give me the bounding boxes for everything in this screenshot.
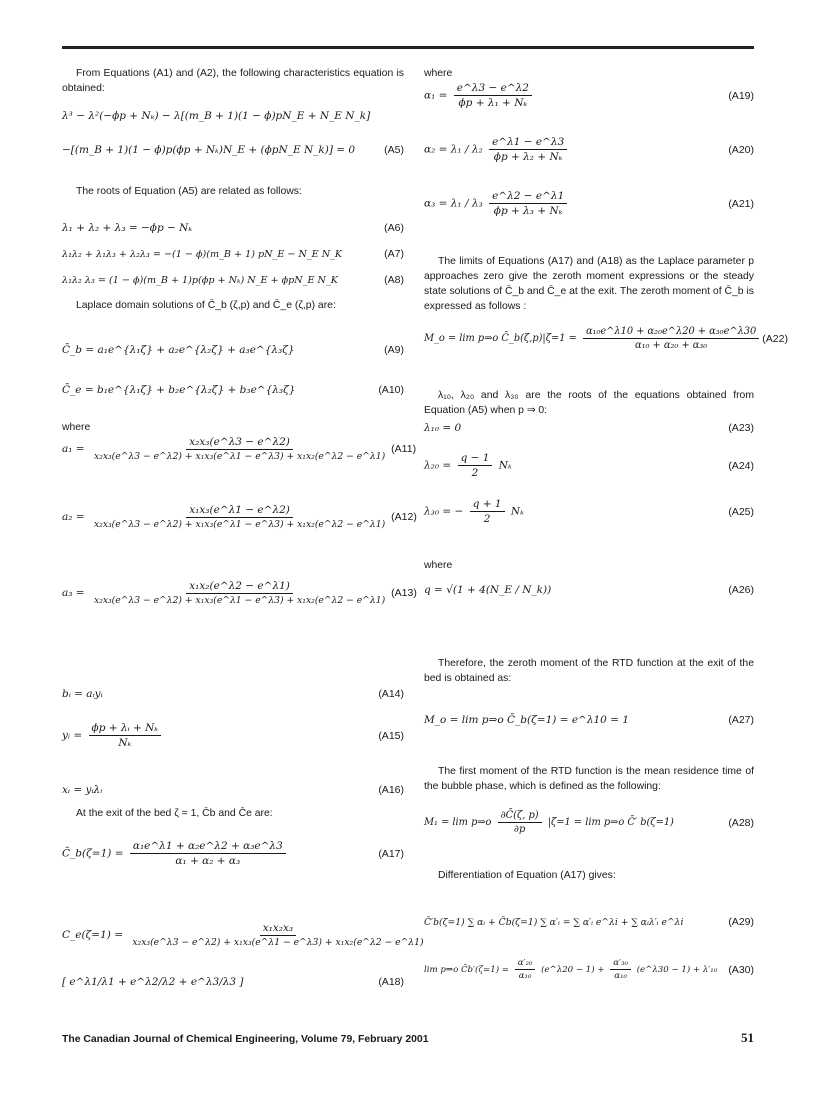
where-label: where bbox=[424, 560, 453, 571]
fraction-numerator: ϕp + λᵢ + Nₖ bbox=[89, 722, 162, 736]
equation-a27 bbox=[424, 714, 754, 726]
fraction-numerator: x₁x₂x₃ bbox=[260, 922, 296, 936]
equation-a28-lhs: M₁ = lim p⇒o bbox=[424, 817, 492, 828]
fraction bbox=[489, 190, 567, 217]
equation-a17 bbox=[62, 840, 404, 867]
fraction-numerator: x₁x₃(e^λ1 − e^λ2) bbox=[186, 504, 293, 518]
fraction-numerator: x₁x₂(e^λ2 − e^λ1) bbox=[186, 580, 293, 594]
equation-number: (A28) bbox=[728, 816, 754, 829]
fraction bbox=[610, 958, 631, 981]
equation-number: (A12) bbox=[391, 511, 417, 523]
equation-a9-text: C̄_b = a₁e^{λ₁ζ} + a₂e^{λ₂ζ} + a₃e^{λ₃ζ} bbox=[62, 344, 295, 356]
equation-a20-expr bbox=[424, 136, 570, 163]
fraction bbox=[583, 326, 759, 351]
fraction-denominator: Nₖ bbox=[118, 737, 132, 749]
fraction-numerator: e^λ1 − e^λ3 bbox=[489, 136, 567, 150]
equation-number: (A13) bbox=[391, 587, 417, 599]
fraction-denominator: ϕp + λ₁ + Nₖ bbox=[458, 97, 528, 109]
fraction bbox=[454, 82, 532, 109]
equation-number: (A11) bbox=[391, 443, 417, 455]
equation-number: (A9) bbox=[384, 344, 404, 356]
fraction-numerator: α′₂₀ bbox=[515, 958, 536, 970]
header-rule bbox=[62, 46, 754, 49]
exit-paragraph: At the exit of the bed ζ = 1, C̄b and C̄e are: bbox=[76, 808, 273, 819]
page-number: 51 bbox=[741, 1030, 754, 1045]
fraction-denominator: ∂p bbox=[513, 824, 526, 835]
equation-a15 bbox=[62, 722, 404, 749]
equation-a5 bbox=[62, 144, 404, 156]
equation-a19 bbox=[424, 82, 754, 109]
equation-a28 bbox=[424, 810, 754, 835]
equation-a5-line1 bbox=[62, 110, 404, 122]
fraction-numerator: e^λ2 − e^λ1 bbox=[489, 190, 567, 204]
equation-a11 bbox=[62, 436, 417, 462]
equation-a11-expr bbox=[62, 436, 391, 462]
equation-a30-tail: (e^λ30 − 1) + λ′₁₀ bbox=[636, 965, 718, 975]
differentiation-paragraph: Differentiation of Equation (A17) gives: bbox=[438, 870, 616, 881]
equation-number: (A14) bbox=[378, 688, 404, 700]
equation-a15-lhs: yᵢ = bbox=[62, 729, 83, 742]
fraction bbox=[498, 810, 542, 835]
equation-number: (A20) bbox=[728, 143, 754, 156]
fraction-denominator: α₁₀ + α₂₀ + α₃₀ bbox=[634, 340, 708, 351]
therefore-paragraph: Therefore, the zeroth moment of the RTD function at the exit of the bed is obtained as: bbox=[424, 658, 754, 684]
equation-a24-factor: Nₖ bbox=[498, 459, 512, 472]
equation-a8-text: λ₁λ₂ λ₃ = (1 − ϕ)(m_B + 1)p(ϕp + Nₖ) N_E + ϕpN_E N_K bbox=[62, 274, 338, 286]
equation-a12 bbox=[62, 504, 417, 530]
equation-a6 bbox=[62, 222, 404, 234]
fraction-numerator: α₁₀e^λ10 + α₂₀e^λ20 + α₃₀e^λ30 bbox=[583, 326, 759, 339]
equation-a9 bbox=[62, 344, 404, 356]
limits-paragraph: The limits of Equations (A17) and (A18) as the Laplace parameter p approaches zero give the zeroth moment expressions or the steady state solutions of C̄_b and C̄_e at the exit. The zeroth moment of C̄_b is expressed as follows : bbox=[424, 256, 754, 312]
equation-a13 bbox=[62, 580, 417, 606]
equation-a15-expr bbox=[62, 722, 164, 749]
fraction-denominator: α₁ + α₂ + α₃ bbox=[175, 855, 241, 867]
equation-a5-line2-text: −[(m_B + 1)(1 − ϕ)p(ϕp + Nₖ)N_E + (ϕpN_E N_k)] = 0 bbox=[62, 144, 356, 156]
fraction-denominator: α₁₀ bbox=[518, 971, 532, 981]
equation-a7 bbox=[62, 248, 404, 260]
fraction-denominator: x₂x₃(e^λ3 − e^λ2) + x₁x₃(e^λ1 − e^λ3) + x₁x₂(e^λ2 − e^λ1) bbox=[93, 519, 386, 530]
equation-a16 bbox=[62, 784, 404, 796]
equation-a19-lhs: α₁ = bbox=[424, 89, 448, 102]
equation-a19-expr bbox=[424, 82, 535, 109]
equation-a21-lhs: α₃ = bbox=[424, 197, 448, 210]
equation-a17-expr bbox=[62, 840, 289, 867]
where-label: where bbox=[62, 422, 91, 433]
equation-a25-lhs: λ₃₀ = − bbox=[424, 505, 464, 518]
fraction-denominator: ϕp + λ₂ + Nₖ bbox=[493, 151, 563, 163]
equation-number: (A8) bbox=[384, 274, 404, 286]
equation-a18-line2-text: [ e^λ1/λ1 + e^λ2/λ2 + e^λ3/λ3 ] bbox=[62, 976, 244, 988]
fraction bbox=[91, 580, 388, 606]
equation-a21 bbox=[424, 190, 754, 217]
equation-a22 bbox=[424, 326, 788, 351]
equation-a22-lhs: M_o = lim p⇒o C̄_b(ζ,p)|ζ=1 = bbox=[424, 333, 577, 344]
equation-number: (A22) bbox=[762, 332, 788, 345]
equation-number: (A7) bbox=[384, 248, 404, 260]
equation-number: (A24) bbox=[728, 459, 754, 472]
equation-a30-expr bbox=[424, 958, 717, 981]
equation-number: (A25) bbox=[728, 505, 754, 518]
equation-number: (A17) bbox=[378, 847, 404, 860]
equation-a17-lhs: C̄_b(ζ=1) = bbox=[62, 847, 124, 860]
equation-number: (A26) bbox=[728, 584, 754, 596]
equation-a10-text: C̄_e = b₁e^{λ₁ζ} + b₂e^{λ₂ζ} + b₃e^{λ₃ζ} bbox=[62, 384, 296, 396]
fraction-numerator: x₂x₃(e^λ3 − e^λ2) bbox=[186, 436, 293, 450]
equation-a14 bbox=[62, 688, 404, 700]
equation-a25 bbox=[424, 498, 754, 525]
equation-a30-lhs: lim p⇒o C̄b′(ζ=1) = bbox=[424, 965, 509, 975]
fraction-numerator: q + 1 bbox=[470, 498, 505, 512]
fraction bbox=[91, 504, 388, 530]
equation-a5-line1-text: λ³ − λ²(−ϕp + Nₖ) − λ[(m_B + 1)(1 − ϕ)pN_E + N_E N_k] bbox=[62, 110, 371, 122]
fraction bbox=[89, 722, 162, 749]
equation-a25-factor: Nₖ bbox=[510, 505, 524, 518]
equation-number: (A27) bbox=[728, 714, 754, 726]
equation-a11-lhs: a₁ = bbox=[62, 443, 85, 455]
equation-a22-expr bbox=[424, 326, 762, 351]
equation-number: (A19) bbox=[728, 89, 754, 102]
roots-paragraph: λ₁₀, λ₂₀ and λ₃₀ are the roots of the equations obtained from Equation (A5) when p ⇒ 0: bbox=[424, 390, 754, 416]
equation-number: (A30) bbox=[728, 963, 754, 976]
equation-a13-expr bbox=[62, 580, 391, 606]
fraction bbox=[458, 452, 493, 479]
fraction bbox=[515, 958, 536, 981]
fraction-numerator: ∂C̄(ζ, p) bbox=[498, 810, 542, 823]
equation-number: (A16) bbox=[378, 784, 404, 796]
equation-a24 bbox=[424, 452, 754, 479]
fraction-denominator: 2 bbox=[483, 513, 491, 525]
equation-a12-lhs: a₂ = bbox=[62, 511, 85, 523]
equation-a14-text: bᵢ = aᵢyᵢ bbox=[62, 688, 103, 700]
equation-a24-expr bbox=[424, 452, 512, 479]
equation-a30 bbox=[424, 958, 754, 981]
equation-a7-text: λ₁λ₂ + λ₁λ₃ + λ₂λ₃ = −(1 − ϕ)(m_B + 1) pN_E − N_E N_K bbox=[62, 248, 343, 260]
equation-a6-text: λ₁ + λ₂ + λ₃ = −ϕp − Nₖ bbox=[62, 222, 193, 234]
intro-paragraph: From Equations (A1) and (A2), the following characteristics equation is obtained: bbox=[62, 68, 404, 94]
equation-number: (A15) bbox=[378, 729, 404, 742]
equation-a23 bbox=[424, 422, 754, 434]
fraction-denominator: 2 bbox=[471, 467, 479, 479]
equation-a25-expr bbox=[424, 498, 524, 525]
equation-a28-rhs: |ζ=1 = lim p⇒o C̄′ b(ζ=1) bbox=[547, 817, 674, 828]
equation-a18-expr bbox=[62, 922, 430, 948]
fraction bbox=[91, 436, 388, 462]
equation-a26-text: q = √(1 + 4(N_E / N_k)) bbox=[424, 584, 552, 596]
equation-number: (A21) bbox=[728, 197, 754, 210]
equation-a16-text: xᵢ = yᵢλᵢ bbox=[62, 784, 103, 796]
fraction bbox=[470, 498, 505, 525]
fraction-denominator: α₁₀ bbox=[614, 971, 627, 981]
equation-a8 bbox=[62, 274, 404, 286]
equation-number: (A18) bbox=[378, 976, 404, 988]
fraction-numerator: e^λ3 − e^λ2 bbox=[454, 82, 532, 96]
fraction-numerator: α′₃₀ bbox=[610, 958, 631, 970]
equation-number: (A10) bbox=[378, 384, 404, 396]
fraction bbox=[130, 840, 286, 867]
equation-a30-middle: (e^λ20 − 1) + bbox=[541, 965, 605, 975]
equation-number: (A6) bbox=[384, 222, 404, 234]
laplace-paragraph: Laplace domain solutions of C̄_b (ζ,p) and C̄_e (ζ,p) are: bbox=[76, 300, 336, 311]
equation-a21-ratio: λ₁ / λ₃ bbox=[450, 197, 483, 210]
equation-a27-text: M_o = lim p⇒o C̄_b(ζ=1) = e^λ10 = 1 bbox=[424, 714, 630, 726]
journal-footer: The Canadian Journal of Chemical Engineering, Volume 79, February 2001 bbox=[62, 1034, 429, 1045]
fraction-denominator: x₂x₃(e^λ3 − e^λ2) + x₁x₃(e^λ1 − e^λ3) + x₁x₂(e^λ2 − e^λ1) bbox=[93, 595, 386, 606]
fraction-denominator: x₂x₃(e^λ3 − e^λ2) + x₁x₃(e^λ1 − e^λ3) + x₁x₂(e^λ2 − e^λ1) bbox=[93, 451, 386, 462]
equation-a18 bbox=[62, 976, 404, 988]
equation-a18-lhs: C_e(ζ=1) = bbox=[62, 929, 123, 941]
equation-a10 bbox=[62, 384, 404, 396]
fraction-numerator: q − 1 bbox=[458, 452, 493, 466]
equation-a20-lhs: α₂ = bbox=[424, 143, 448, 156]
equation-a21-expr bbox=[424, 190, 570, 217]
equation-a13-lhs: a₃ = bbox=[62, 587, 85, 599]
equation-number: (A5) bbox=[384, 144, 404, 156]
roots-paragraph: The roots of Equation (A5) are related as follows: bbox=[76, 186, 302, 197]
equation-a24-lhs: λ₂₀ = bbox=[424, 459, 452, 472]
equation-a18-line1 bbox=[62, 922, 424, 948]
equation-a29-text: C̄′b(ζ=1) ∑ αᵢ + C̄b(ζ=1) ∑ α′ᵢ = ∑ α′ᵢ e^λi + ∑ αᵢλ′ᵢ e^λi bbox=[424, 916, 684, 928]
first-moment-paragraph: The first moment of the RTD function is the mean residence time of the bubble phase, which is defined as the following: bbox=[424, 766, 754, 792]
fraction-denominator: x₂x₃(e^λ3 − e^λ2) + x₁x₃(e^λ1 − e^λ3) + x₁x₂(e^λ2 − e^λ1) bbox=[132, 937, 424, 948]
equation-a23-text: λ₁₀ = 0 bbox=[424, 422, 462, 434]
fraction bbox=[489, 136, 567, 163]
fraction-denominator: ϕp + λ₃ + Nₖ bbox=[493, 205, 563, 217]
equation-a20-ratio: λ₁ / λ₂ bbox=[450, 143, 483, 156]
equation-number: (A29) bbox=[728, 916, 754, 928]
equation-a20 bbox=[424, 136, 754, 163]
equation-a26 bbox=[424, 584, 754, 596]
fraction bbox=[129, 922, 426, 948]
equation-a29 bbox=[424, 916, 754, 928]
equation-a12-expr bbox=[62, 504, 391, 530]
equation-a28-expr bbox=[424, 810, 674, 835]
where-label: where bbox=[424, 68, 453, 79]
equation-number: (A23) bbox=[728, 422, 754, 434]
fraction-numerator: α₁e^λ1 + α₂e^λ2 + α₃e^λ3 bbox=[130, 840, 286, 854]
